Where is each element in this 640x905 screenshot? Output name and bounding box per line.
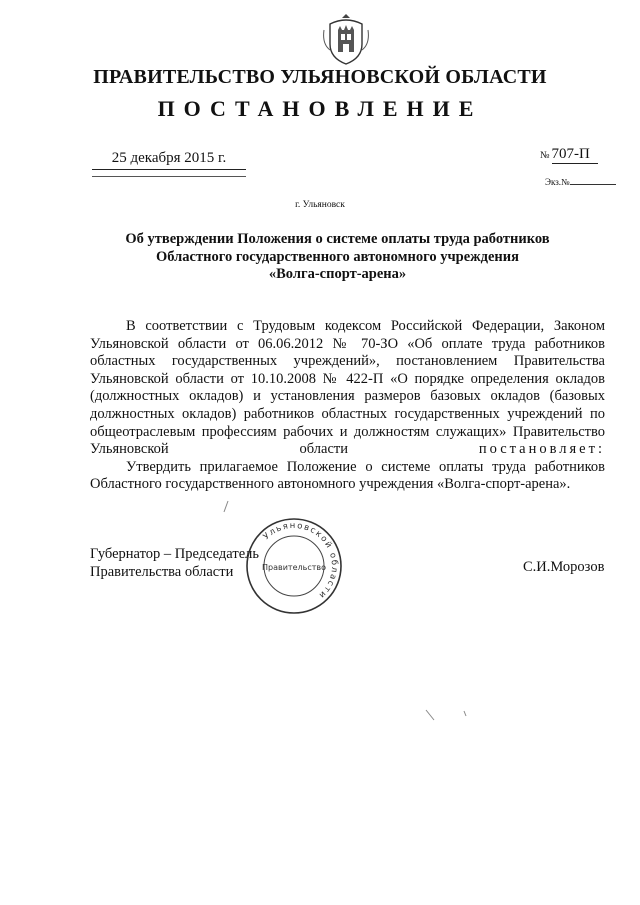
svg-text:Ульяновской области: Ульяновской области: [261, 520, 340, 601]
copy-label: Экз.№: [545, 177, 570, 187]
document-subject: [90, 231, 585, 284]
document-date: 25 декабря 2015 г.: [92, 150, 246, 170]
body-paragraph: [90, 318, 605, 459]
copy-number-line: [570, 184, 616, 185]
subject-line: Областного государственного автономного учреждения: [156, 248, 519, 265]
paragraph-tail: Правительство Ульяновской области: [90, 423, 606, 458]
government-title: ПРАВИТЕЛЬСТВО УЛЬЯНОВСКОЙ ОБЛАСТИ: [93, 66, 547, 88]
coat-of-arms-icon: [322, 14, 370, 66]
position-line: Правительства области: [90, 563, 234, 580]
date-underline: [92, 176, 246, 177]
scan-mark: [222, 500, 230, 514]
city: г. Ульяновск: [295, 200, 345, 210]
official-seal-icon: [244, 516, 344, 616]
body-paragraph: Утвердить прилагаемое Положение о системе оплаты труда работников Областного государственного автономного учреждения «Волга-спорт-арена».: [90, 458, 605, 493]
paragraph-main: В соответствии с Трудовым кодексом Российской Федерации, Законом Ульяновской области от 06.06.2012 № 70-ЗО «Об оплате труда работников областных государственных учреждений», постановлением Правительства Ульяновской области от 10.10.2008 № 422-П «О порядке определения окладов (должностных окладов) и установления размеров базовых окладов (базовых должностных окладов) работников областных государственных учреждений по общеотраслевым профессиям рабочих и должностям служащих»: [90, 318, 605, 440]
subject-line: Об утверждении Положения о системе оплаты труда работников: [125, 231, 550, 247]
decree-word: постановляет:: [478, 441, 605, 458]
svg-text:Правительство: Правительство: [262, 563, 326, 572]
number-value: 707-П: [552, 146, 598, 164]
document-number: [540, 146, 598, 164]
copy-number: [545, 177, 616, 187]
subject-line: «Волга-спорт-арена»: [268, 266, 407, 282]
signatory-position: [90, 546, 259, 581]
document-body: [90, 318, 605, 494]
document-type: ПОСТАНОВЛЕНИЕ: [157, 96, 483, 121]
signatory-name: С.И.Морозов: [523, 559, 605, 575]
scan-mark: [424, 708, 470, 728]
number-sign: №: [540, 150, 550, 161]
position-line: Губернатор – Председатель: [90, 546, 259, 562]
